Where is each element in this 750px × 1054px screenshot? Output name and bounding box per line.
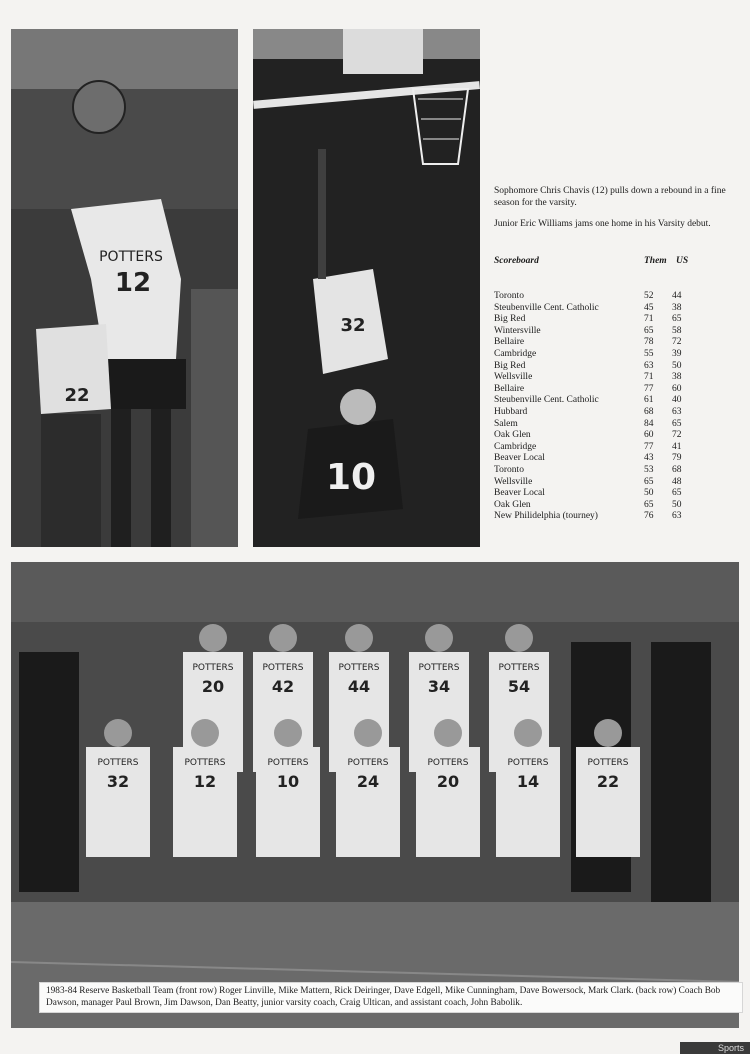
- jersey-text: POTTERS: [99, 249, 163, 265]
- us-score: 60: [672, 383, 682, 394]
- them-score: 53: [644, 464, 654, 475]
- jersey-text: POTTERS: [498, 663, 540, 673]
- us-score: 38: [672, 372, 682, 383]
- them-score: 71: [644, 372, 654, 383]
- opponent-name: Cambridge: [494, 441, 537, 452]
- jersey-number: 24: [356, 772, 380, 791]
- us-score: 50: [672, 360, 682, 371]
- jersey-number: 10: [276, 772, 300, 791]
- photo-dunk: [253, 29, 480, 547]
- us-score: 72: [672, 337, 682, 348]
- scoreboard-title: Scoreboard: [494, 256, 539, 266]
- opponent-name: Bellaire: [494, 383, 525, 394]
- jersey-number: 12: [114, 268, 152, 298]
- scoreboard-row: [494, 349, 734, 361]
- us-score: 65: [672, 418, 682, 429]
- photo-rebound: [11, 29, 238, 547]
- them-score: 84: [644, 418, 654, 429]
- jersey-text: POTTERS: [418, 663, 460, 673]
- opponent-name: Wintersville: [494, 325, 541, 336]
- us-score: 65: [672, 314, 682, 325]
- jersey-text: POTTERS: [427, 758, 469, 768]
- them-score: 52: [644, 291, 654, 301]
- scoreboard-header: [494, 256, 734, 270]
- jersey-number: 20: [436, 772, 460, 791]
- them-score: 71: [644, 314, 654, 325]
- section-tab: [680, 1042, 750, 1054]
- scoreboard-row: [494, 442, 734, 454]
- opponent-name: Cambridge: [494, 348, 537, 359]
- them-score: 55: [644, 348, 654, 359]
- team-caption: 1983-84 Reserve Basketball Team (front row) Roger Linville, Mike Mattern, Rick Deiringer, Dave Edgell, Mike Cunningham, Dave Bowersock, Mark Clark. (back row) Coach Bob Dawson, manager Paul Brown, Jim Dawson, Dan Beatty, junior varsity coach, Craig Ultican, and assistant coach, John Babolik.: [39, 982, 743, 1013]
- opponent-name: Oak Glen: [494, 499, 531, 510]
- them-score: 68: [644, 406, 654, 417]
- scoreboard-row: [494, 511, 734, 523]
- opponent-name: Beaver Local: [494, 488, 545, 499]
- photo-captions: [494, 186, 734, 241]
- jersey-text: POTTERS: [338, 663, 380, 673]
- us-column-header: US: [676, 256, 689, 266]
- jersey-number: 34: [427, 677, 451, 696]
- jersey-text: POTTERS: [192, 663, 234, 673]
- us-score: 58: [672, 325, 682, 336]
- them-score: 77: [644, 441, 654, 452]
- jersey-number: 22: [64, 385, 90, 406]
- us-score: 72: [672, 430, 682, 441]
- opponent-name: Hubbard: [494, 406, 528, 417]
- scoreboard-row: [494, 303, 734, 315]
- us-score: 40: [672, 395, 682, 406]
- opponent-name: New Philidelphia (tourney): [494, 511, 598, 522]
- jersey-number: 12: [193, 772, 217, 791]
- opponent-name: Toronto: [494, 291, 524, 301]
- them-score: 65: [644, 499, 654, 510]
- them-score: 43: [644, 453, 654, 464]
- section-label: Sports: [717, 1043, 744, 1053]
- opponent-name: Big Red: [494, 314, 526, 325]
- jersey-text: POTTERS: [587, 758, 629, 768]
- us-score: 38: [672, 302, 682, 313]
- scoreboard-row: [494, 337, 734, 349]
- scoreboard-row: [494, 453, 734, 465]
- us-score: 48: [672, 476, 682, 487]
- opponent-name: Wellsville: [494, 476, 533, 487]
- us-score: 63: [672, 511, 682, 522]
- them-column-header: Them: [644, 256, 667, 266]
- them-score: 78: [644, 337, 654, 348]
- scoreboard-row: [494, 500, 734, 512]
- opponent-name: Wellsville: [494, 372, 533, 383]
- jersey-text: POTTERS: [267, 758, 309, 768]
- team-photo: [11, 562, 739, 1028]
- jersey-number: 54: [507, 677, 531, 696]
- them-score: 65: [644, 325, 654, 336]
- jersey-number: 44: [347, 677, 371, 696]
- opponent-name: Salem: [494, 418, 518, 429]
- us-score: 68: [672, 464, 682, 475]
- opponent-name: Steubenville Cent. Catholic: [494, 302, 599, 313]
- jersey-number: 32: [106, 772, 130, 791]
- scoreboard-row: [494, 407, 734, 419]
- jersey-number: 14: [516, 772, 540, 791]
- scoreboard-row: [494, 430, 734, 442]
- us-score: 65: [672, 488, 682, 499]
- opponent-name: Bellaire: [494, 337, 525, 348]
- jersey-text: POTTERS: [347, 758, 389, 768]
- them-score: 76: [644, 511, 654, 522]
- them-score: 60: [644, 430, 654, 441]
- scoreboard-row: [494, 314, 734, 326]
- opponent-name: Toronto: [494, 464, 524, 475]
- opponent-name: Oak Glen: [494, 430, 531, 441]
- jersey-number: 42: [271, 677, 295, 696]
- scoreboard-row: [494, 384, 734, 396]
- us-score: 39: [672, 348, 682, 359]
- scoreboard-row: [494, 395, 734, 407]
- jersey-number: 22: [596, 772, 620, 791]
- us-score: 50: [672, 499, 682, 510]
- jersey-text: POTTERS: [97, 758, 139, 768]
- jersey-text: POTTERS: [507, 758, 549, 768]
- scoreboard-row: [494, 477, 734, 489]
- jersey-text: POTTERS: [184, 758, 226, 768]
- scoreboard-row: [494, 419, 734, 431]
- us-score: 63: [672, 406, 682, 417]
- us-score: 44: [672, 291, 682, 301]
- them-score: 65: [644, 476, 654, 487]
- jersey-number: 32: [340, 315, 366, 336]
- scoreboard-row: [494, 361, 734, 373]
- jersey-text: POTTERS: [262, 663, 304, 673]
- opponent-name: Steubenville Cent. Catholic: [494, 395, 599, 406]
- scoreboard-row: [494, 488, 734, 500]
- them-score: 77: [644, 383, 654, 394]
- them-score: 61: [644, 395, 654, 406]
- scoreboard-row: [494, 291, 734, 303]
- caption-chavis: Sophomore Chris Chavis (12) pulls down a rebound in a fine season for the varsity.: [494, 186, 726, 208]
- scoreboard-row: [494, 465, 734, 477]
- opponent-name: Beaver Local: [494, 453, 545, 464]
- jersey-number: 10: [325, 457, 377, 498]
- scoreboard-row: [494, 326, 734, 338]
- caption-williams: Junior Eric Williams jams one home in his Varsity debut.: [494, 219, 711, 229]
- them-score: 45: [644, 302, 654, 313]
- scoreboard-table: [494, 256, 734, 523]
- scoreboard-row: [494, 372, 734, 384]
- opponent-name: Big Red: [494, 360, 526, 371]
- us-score: 41: [672, 441, 682, 452]
- jersey-number: 20: [201, 677, 225, 696]
- us-score: 79: [672, 453, 682, 464]
- them-score: 63: [644, 360, 654, 371]
- them-score: 50: [644, 488, 654, 499]
